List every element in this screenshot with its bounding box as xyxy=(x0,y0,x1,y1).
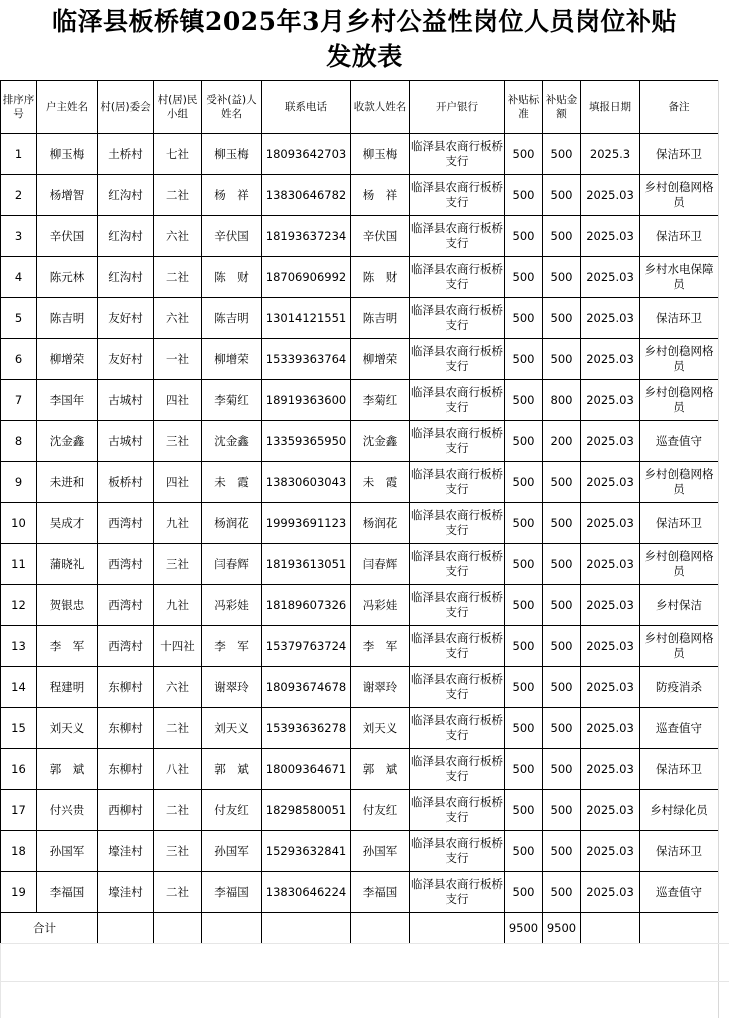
report-date-cell[interactable]: 2025.03 xyxy=(581,790,640,831)
header-recipient[interactable]: 受补(益)人姓名 xyxy=(202,81,262,134)
householder-cell[interactable]: 付兴贵 xyxy=(37,790,98,831)
bank-cell[interactable]: 临泽县农商行板桥支行 xyxy=(410,298,505,339)
table-row xyxy=(1,872,719,913)
bank-cell[interactable]: 临泽县农商行板桥支行 xyxy=(410,749,505,790)
standard-cell[interactable]: 500 xyxy=(505,872,543,913)
report-date-cell[interactable]: 2025.03 xyxy=(581,298,640,339)
village-committee-cell[interactable]: 西湾村 xyxy=(98,585,154,626)
bank-cell[interactable]: 临泽县农商行板桥支行 xyxy=(410,626,505,667)
table-row xyxy=(1,749,719,790)
report-date-cell[interactable]: 2025.03 xyxy=(581,339,640,380)
householder-cell[interactable]: 沈金鑫 xyxy=(37,421,98,462)
table-row xyxy=(1,790,719,831)
table-row xyxy=(1,380,719,421)
seq-cell[interactable]: 17 xyxy=(1,790,37,831)
remark-cell[interactable]: 保洁环卫 xyxy=(640,503,719,544)
payee-cell[interactable]: 李菊红 xyxy=(351,380,410,421)
table-row xyxy=(1,462,719,503)
householder-cell[interactable]: 贺银忠 xyxy=(37,585,98,626)
remark-cell[interactable]: 保洁环卫 xyxy=(640,216,719,257)
phone-cell[interactable]: 13830603043 xyxy=(262,462,351,503)
report-date-cell[interactable]: 2025.03 xyxy=(581,175,640,216)
phone-cell[interactable]: 15339363764 xyxy=(262,339,351,380)
table-row xyxy=(1,831,719,872)
amount-cell[interactable]: 500 xyxy=(543,216,581,257)
report-date-cell[interactable]: 2025.03 xyxy=(581,462,640,503)
report-date-cell[interactable]: 2025.03 xyxy=(581,544,640,585)
phone-cell[interactable]: 18189607326 xyxy=(262,585,351,626)
village-committee-cell[interactable]: 西湾村 xyxy=(98,503,154,544)
header-amount[interactable]: 补贴金额 xyxy=(543,81,581,134)
householder-cell[interactable]: 李福国 xyxy=(37,872,98,913)
village-committee-cell[interactable]: 友好村 xyxy=(98,339,154,380)
payee-cell[interactable]: 李 军 xyxy=(351,626,410,667)
report-date-cell[interactable]: 2025.03 xyxy=(581,667,640,708)
bank-cell[interactable]: 临泽县农商行板桥支行 xyxy=(410,708,505,749)
phone-cell[interactable]: 19993691123 xyxy=(262,503,351,544)
village-committee-cell[interactable]: 东柳村 xyxy=(98,667,154,708)
total-standard-cell[interactable]: 9500 xyxy=(505,913,543,944)
recipient-cell[interactable]: 刘天义 xyxy=(202,708,262,749)
payee-cell[interactable]: 付友红 xyxy=(351,790,410,831)
bank-cell[interactable]: 临泽县农商行板桥支行 xyxy=(410,462,505,503)
recipient-cell[interactable]: 付友红 xyxy=(202,790,262,831)
seq-cell[interactable]: 18 xyxy=(1,831,37,872)
payee-cell[interactable]: 未 霞 xyxy=(351,462,410,503)
seq-cell[interactable]: 2 xyxy=(1,175,37,216)
amount-cell[interactable]: 500 xyxy=(543,134,581,175)
bank-cell[interactable]: 临泽县农商行板桥支行 xyxy=(410,503,505,544)
header-standard[interactable]: 补贴标准 xyxy=(505,81,543,134)
payee-cell[interactable]: 刘天义 xyxy=(351,708,410,749)
householder-cell[interactable]: 陈元林 xyxy=(37,257,98,298)
remark-cell[interactable]: 乡村保洁 xyxy=(640,585,719,626)
subsidy-table xyxy=(0,80,719,944)
phone-cell[interactable]: 18193637234 xyxy=(262,216,351,257)
phone-cell[interactable]: 18093642703 xyxy=(262,134,351,175)
payee-cell[interactable]: 辛伏国 xyxy=(351,216,410,257)
village-group-cell[interactable]: 四社 xyxy=(154,380,202,421)
payee-cell[interactable]: 孙国军 xyxy=(351,831,410,872)
village-committee-cell[interactable]: 西柳村 xyxy=(98,790,154,831)
householder-cell[interactable]: 柳增荣 xyxy=(37,339,98,380)
amount-cell[interactable]: 500 xyxy=(543,872,581,913)
bank-cell[interactable]: 临泽县农商行板桥支行 xyxy=(410,134,505,175)
empty-cell[interactable] xyxy=(640,913,719,944)
recipient-cell[interactable]: 郭 斌 xyxy=(202,749,262,790)
remark-cell[interactable]: 乡村绿化员 xyxy=(640,790,719,831)
table-row xyxy=(1,585,719,626)
seq-cell[interactable]: 11 xyxy=(1,544,37,585)
amount-cell[interactable]: 500 xyxy=(543,298,581,339)
seq-cell[interactable]: 6 xyxy=(1,339,37,380)
phone-cell[interactable]: 18706906992 xyxy=(262,257,351,298)
householder-cell[interactable]: 未进和 xyxy=(37,462,98,503)
bank-cell[interactable]: 临泽县农商行板桥支行 xyxy=(410,790,505,831)
phone-cell[interactable]: 15379763724 xyxy=(262,626,351,667)
bank-cell[interactable]: 临泽县农商行板桥支行 xyxy=(410,585,505,626)
phone-cell[interactable]: 18919363600 xyxy=(262,380,351,421)
empty-cell[interactable] xyxy=(581,913,640,944)
amount-cell[interactable]: 500 xyxy=(543,257,581,298)
payee-cell[interactable]: 闫春辉 xyxy=(351,544,410,585)
seq-cell[interactable]: 3 xyxy=(1,216,37,257)
village-committee-cell[interactable]: 红沟村 xyxy=(98,175,154,216)
empty-cell[interactable] xyxy=(351,913,410,944)
remark-cell[interactable]: 防疫消杀 xyxy=(640,667,719,708)
village-group-cell[interactable]: 二社 xyxy=(154,790,202,831)
standard-cell[interactable]: 500 xyxy=(505,134,543,175)
householder-cell[interactable]: 刘天义 xyxy=(37,708,98,749)
householder-cell[interactable]: 李国年 xyxy=(37,380,98,421)
bank-cell[interactable]: 临泽县农商行板桥支行 xyxy=(410,257,505,298)
remark-cell[interactable]: 巡查值守 xyxy=(640,708,719,749)
phone-cell[interactable]: 18009364671 xyxy=(262,749,351,790)
total-amount-cell[interactable]: 9500 xyxy=(543,913,581,944)
table-row xyxy=(1,708,719,749)
householder-cell[interactable]: 杨增智 xyxy=(37,175,98,216)
phone-cell[interactable]: 13830646224 xyxy=(262,872,351,913)
amount-cell[interactable]: 800 xyxy=(543,380,581,421)
seq-cell[interactable]: 8 xyxy=(1,421,37,462)
payee-cell[interactable]: 柳增荣 xyxy=(351,339,410,380)
header-seq[interactable]: 排序序号 xyxy=(1,81,37,134)
recipient-cell[interactable]: 杨 祥 xyxy=(202,175,262,216)
recipient-cell[interactable]: 陈 财 xyxy=(202,257,262,298)
remark-cell[interactable]: 巡查值守 xyxy=(640,872,719,913)
report-date-cell[interactable]: 2025.03 xyxy=(581,749,640,790)
phone-cell[interactable]: 13830646782 xyxy=(262,175,351,216)
payee-cell[interactable]: 陈 财 xyxy=(351,257,410,298)
seq-cell[interactable]: 16 xyxy=(1,749,37,790)
seq-cell[interactable]: 14 xyxy=(1,667,37,708)
householder-cell[interactable]: 郭 斌 xyxy=(37,749,98,790)
amount-cell[interactable]: 500 xyxy=(543,831,581,872)
table-row xyxy=(1,421,719,462)
empty-cell[interactable] xyxy=(410,913,505,944)
village-group-cell[interactable]: 四社 xyxy=(154,462,202,503)
table-row xyxy=(1,175,719,216)
amount-cell[interactable]: 500 xyxy=(543,667,581,708)
header-payee[interactable]: 收款人姓名 xyxy=(351,81,410,134)
report-date-cell[interactable]: 2025.03 xyxy=(581,380,640,421)
title-line-1: 临泽县板桥镇2025年3月乡村公益性岗位人员岗位补贴 xyxy=(52,7,677,36)
village-committee-cell[interactable]: 东柳村 xyxy=(98,749,154,790)
seq-cell[interactable]: 9 xyxy=(1,462,37,503)
empty-cell[interactable] xyxy=(154,913,202,944)
payee-cell[interactable]: 李福国 xyxy=(351,872,410,913)
village-committee-cell[interactable]: 壕洼村 xyxy=(98,872,154,913)
total-label[interactable]: 合计 xyxy=(1,913,98,944)
standard-cell[interactable]: 500 xyxy=(505,708,543,749)
village-group-cell[interactable]: 三社 xyxy=(154,831,202,872)
standard-cell[interactable]: 500 xyxy=(505,831,543,872)
recipient-cell[interactable]: 柳玉梅 xyxy=(202,134,262,175)
report-date-cell[interactable]: 2025.03 xyxy=(581,421,640,462)
total-row xyxy=(1,913,719,944)
bank-cell[interactable]: 临泽县农商行板桥支行 xyxy=(410,421,505,462)
remark-cell[interactable]: 乡村创稳网格员 xyxy=(640,544,719,585)
report-date-cell[interactable]: 2025.3 xyxy=(581,134,640,175)
recipient-cell[interactable]: 陈吉明 xyxy=(202,298,262,339)
recipient-cell[interactable]: 李菊红 xyxy=(202,380,262,421)
village-group-cell[interactable]: 九社 xyxy=(154,585,202,626)
standard-cell[interactable]: 500 xyxy=(505,667,543,708)
householder-cell[interactable]: 蒲晓礼 xyxy=(37,544,98,585)
amount-cell[interactable]: 500 xyxy=(543,749,581,790)
village-group-cell[interactable]: 十四社 xyxy=(154,626,202,667)
village-committee-cell[interactable]: 东柳村 xyxy=(98,708,154,749)
standard-cell[interactable]: 500 xyxy=(505,216,543,257)
phone-cell[interactable]: 18093674678 xyxy=(262,667,351,708)
village-group-cell[interactable]: 三社 xyxy=(154,544,202,585)
recipient-cell[interactable]: 柳增荣 xyxy=(202,339,262,380)
header-report-date[interactable]: 填报日期 xyxy=(581,81,640,134)
village-committee-cell[interactable]: 板桥村 xyxy=(98,462,154,503)
village-group-cell[interactable]: 七社 xyxy=(154,134,202,175)
standard-cell[interactable]: 500 xyxy=(505,626,543,667)
seq-cell[interactable]: 10 xyxy=(1,503,37,544)
village-group-cell[interactable]: 二社 xyxy=(154,257,202,298)
village-group-cell[interactable]: 六社 xyxy=(154,667,202,708)
amount-cell[interactable]: 500 xyxy=(543,462,581,503)
remark-cell[interactable]: 乡村创稳网格员 xyxy=(640,380,719,421)
recipient-cell[interactable]: 辛伏国 xyxy=(202,216,262,257)
phone-cell[interactable]: 15293632841 xyxy=(262,831,351,872)
phone-cell[interactable]: 18298580051 xyxy=(262,790,351,831)
seq-cell[interactable]: 15 xyxy=(1,708,37,749)
title-line-2: 发放表 xyxy=(326,42,403,71)
remark-cell[interactable]: 乡村创稳网格员 xyxy=(640,339,719,380)
recipient-cell[interactable]: 冯彩娃 xyxy=(202,585,262,626)
seq-cell[interactable]: 12 xyxy=(1,585,37,626)
village-group-cell[interactable]: 二社 xyxy=(154,175,202,216)
empty-cell[interactable] xyxy=(262,913,351,944)
phone-cell[interactable]: 13359365950 xyxy=(262,421,351,462)
remark-cell[interactable]: 乡村创稳网格员 xyxy=(640,462,719,503)
remark-cell[interactable]: 乡村创稳网格员 xyxy=(640,175,719,216)
header-village-committee[interactable]: 村(居)委会 xyxy=(98,81,154,134)
village-committee-cell[interactable]: 友好村 xyxy=(98,298,154,339)
bank-cell[interactable]: 临泽县农商行板桥支行 xyxy=(410,175,505,216)
header-bank[interactable]: 开户银行 xyxy=(410,81,505,134)
standard-cell[interactable]: 500 xyxy=(505,298,543,339)
report-date-cell[interactable]: 2025.03 xyxy=(581,708,640,749)
standard-cell[interactable]: 500 xyxy=(505,421,543,462)
standard-cell[interactable]: 500 xyxy=(505,544,543,585)
standard-cell[interactable]: 500 xyxy=(505,503,543,544)
table-row xyxy=(1,298,719,339)
standard-cell[interactable]: 500 xyxy=(505,257,543,298)
householder-cell[interactable]: 程建明 xyxy=(37,667,98,708)
amount-cell[interactable]: 500 xyxy=(543,585,581,626)
payee-cell[interactable]: 沈金鑫 xyxy=(351,421,410,462)
standard-cell[interactable]: 500 xyxy=(505,175,543,216)
amount-cell[interactable]: 500 xyxy=(543,175,581,216)
seq-cell[interactable]: 1 xyxy=(1,134,37,175)
householder-cell[interactable]: 辛伏国 xyxy=(37,216,98,257)
remark-cell[interactable]: 乡村水电保障员 xyxy=(640,257,719,298)
header-row xyxy=(1,81,719,134)
village-group-cell[interactable]: 六社 xyxy=(154,216,202,257)
phone-cell[interactable]: 13014121551 xyxy=(262,298,351,339)
householder-cell[interactable]: 吴成才 xyxy=(37,503,98,544)
remark-cell[interactable]: 保洁环卫 xyxy=(640,134,719,175)
seq-cell[interactable]: 13 xyxy=(1,626,37,667)
recipient-cell[interactable]: 李福国 xyxy=(202,872,262,913)
table-row xyxy=(1,667,719,708)
table-row xyxy=(1,544,719,585)
bank-cell[interactable]: 临泽县农商行板桥支行 xyxy=(410,544,505,585)
remark-cell[interactable]: 乡村创稳网格员 xyxy=(640,626,719,667)
standard-cell[interactable]: 500 xyxy=(505,380,543,421)
remark-cell[interactable]: 保洁环卫 xyxy=(640,298,719,339)
householder-cell[interactable]: 柳玉梅 xyxy=(37,134,98,175)
page-title xyxy=(0,4,729,78)
table-row xyxy=(1,626,719,667)
amount-cell[interactable]: 500 xyxy=(543,626,581,667)
bank-cell[interactable]: 临泽县农商行板桥支行 xyxy=(410,831,505,872)
amount-cell[interactable]: 500 xyxy=(543,503,581,544)
table-row xyxy=(1,257,719,298)
table-row xyxy=(1,339,719,380)
village-group-cell[interactable]: 一社 xyxy=(154,339,202,380)
remark-cell[interactable]: 保洁环卫 xyxy=(640,749,719,790)
payee-cell[interactable]: 杨 祥 xyxy=(351,175,410,216)
standard-cell[interactable]: 500 xyxy=(505,790,543,831)
village-committee-cell[interactable]: 土桥村 xyxy=(98,134,154,175)
village-committee-cell[interactable]: 红沟村 xyxy=(98,216,154,257)
seq-cell[interactable]: 19 xyxy=(1,872,37,913)
report-date-cell[interactable]: 2025.03 xyxy=(581,216,640,257)
village-group-cell[interactable]: 三社 xyxy=(154,421,202,462)
amount-cell[interactable]: 200 xyxy=(543,421,581,462)
header-householder[interactable]: 户主姓名 xyxy=(37,81,98,134)
bank-cell[interactable]: 临泽县农商行板桥支行 xyxy=(410,339,505,380)
bank-cell[interactable]: 临泽县农商行板桥支行 xyxy=(410,872,505,913)
seq-cell[interactable]: 7 xyxy=(1,380,37,421)
village-committee-cell[interactable]: 古城村 xyxy=(98,421,154,462)
village-committee-cell[interactable]: 壕洼村 xyxy=(98,831,154,872)
recipient-cell[interactable]: 杨润花 xyxy=(202,503,262,544)
village-committee-cell[interactable]: 西湾村 xyxy=(98,544,154,585)
payee-cell[interactable]: 谢翠玲 xyxy=(351,667,410,708)
bank-cell[interactable]: 临泽县农商行板桥支行 xyxy=(410,380,505,421)
table-row xyxy=(1,134,719,175)
recipient-cell[interactable]: 谢翠玲 xyxy=(202,667,262,708)
amount-cell[interactable]: 500 xyxy=(543,339,581,380)
amount-cell[interactable]: 500 xyxy=(543,544,581,585)
header-phone[interactable]: 联系电话 xyxy=(262,81,351,134)
recipient-cell[interactable]: 闫春辉 xyxy=(202,544,262,585)
amount-cell[interactable]: 500 xyxy=(543,708,581,749)
phone-cell[interactable]: 18193613051 xyxy=(262,544,351,585)
village-committee-cell[interactable]: 红沟村 xyxy=(98,257,154,298)
payee-cell[interactable]: 陈吉明 xyxy=(351,298,410,339)
payee-cell[interactable]: 郭 斌 xyxy=(351,749,410,790)
standard-cell[interactable]: 500 xyxy=(505,585,543,626)
bank-cell[interactable]: 临泽县农商行板桥支行 xyxy=(410,667,505,708)
payee-cell[interactable]: 柳玉梅 xyxy=(351,134,410,175)
recipient-cell[interactable]: 李 军 xyxy=(202,626,262,667)
empty-cell[interactable] xyxy=(202,913,262,944)
village-group-cell[interactable]: 二社 xyxy=(154,872,202,913)
village-group-cell[interactable]: 八社 xyxy=(154,749,202,790)
remark-cell[interactable]: 巡查值守 xyxy=(640,421,719,462)
householder-cell[interactable]: 孙国军 xyxy=(37,831,98,872)
village-group-cell[interactable]: 六社 xyxy=(154,298,202,339)
seq-cell[interactable]: 4 xyxy=(1,257,37,298)
table-row xyxy=(1,503,719,544)
report-date-cell[interactable]: 2025.03 xyxy=(581,503,640,544)
report-date-cell[interactable]: 2025.03 xyxy=(581,585,640,626)
bank-cell[interactable]: 临泽县农商行板桥支行 xyxy=(410,216,505,257)
recipient-cell[interactable]: 孙国军 xyxy=(202,831,262,872)
seq-cell[interactable]: 5 xyxy=(1,298,37,339)
village-committee-cell[interactable]: 西湾村 xyxy=(98,626,154,667)
recipient-cell[interactable]: 沈金鑫 xyxy=(202,421,262,462)
empty-grid-area xyxy=(0,943,729,1018)
standard-cell[interactable]: 500 xyxy=(505,462,543,503)
grid-column-edge xyxy=(718,80,729,1018)
standard-cell[interactable]: 500 xyxy=(505,339,543,380)
village-group-cell[interactable]: 二社 xyxy=(154,708,202,749)
empty-cell[interactable] xyxy=(98,913,154,944)
householder-cell[interactable]: 李 军 xyxy=(37,626,98,667)
payee-cell[interactable]: 杨润花 xyxy=(351,503,410,544)
report-date-cell[interactable]: 2025.03 xyxy=(581,831,640,872)
report-date-cell[interactable]: 2025.03 xyxy=(581,872,640,913)
householder-cell[interactable]: 陈吉明 xyxy=(37,298,98,339)
recipient-cell[interactable]: 未 霞 xyxy=(202,462,262,503)
report-date-cell[interactable]: 2025.03 xyxy=(581,626,640,667)
phone-cell[interactable]: 15393636278 xyxy=(262,708,351,749)
header-remark[interactable]: 备注 xyxy=(640,81,719,134)
header-village-group[interactable]: 村(居)民小组 xyxy=(154,81,202,134)
village-group-cell[interactable]: 九社 xyxy=(154,503,202,544)
table-row xyxy=(1,216,719,257)
village-committee-cell[interactable]: 古城村 xyxy=(98,380,154,421)
payee-cell[interactable]: 冯彩娃 xyxy=(351,585,410,626)
standard-cell[interactable]: 500 xyxy=(505,749,543,790)
amount-cell[interactable]: 500 xyxy=(543,790,581,831)
report-date-cell[interactable]: 2025.03 xyxy=(581,257,640,298)
remark-cell[interactable]: 保洁环卫 xyxy=(640,831,719,872)
